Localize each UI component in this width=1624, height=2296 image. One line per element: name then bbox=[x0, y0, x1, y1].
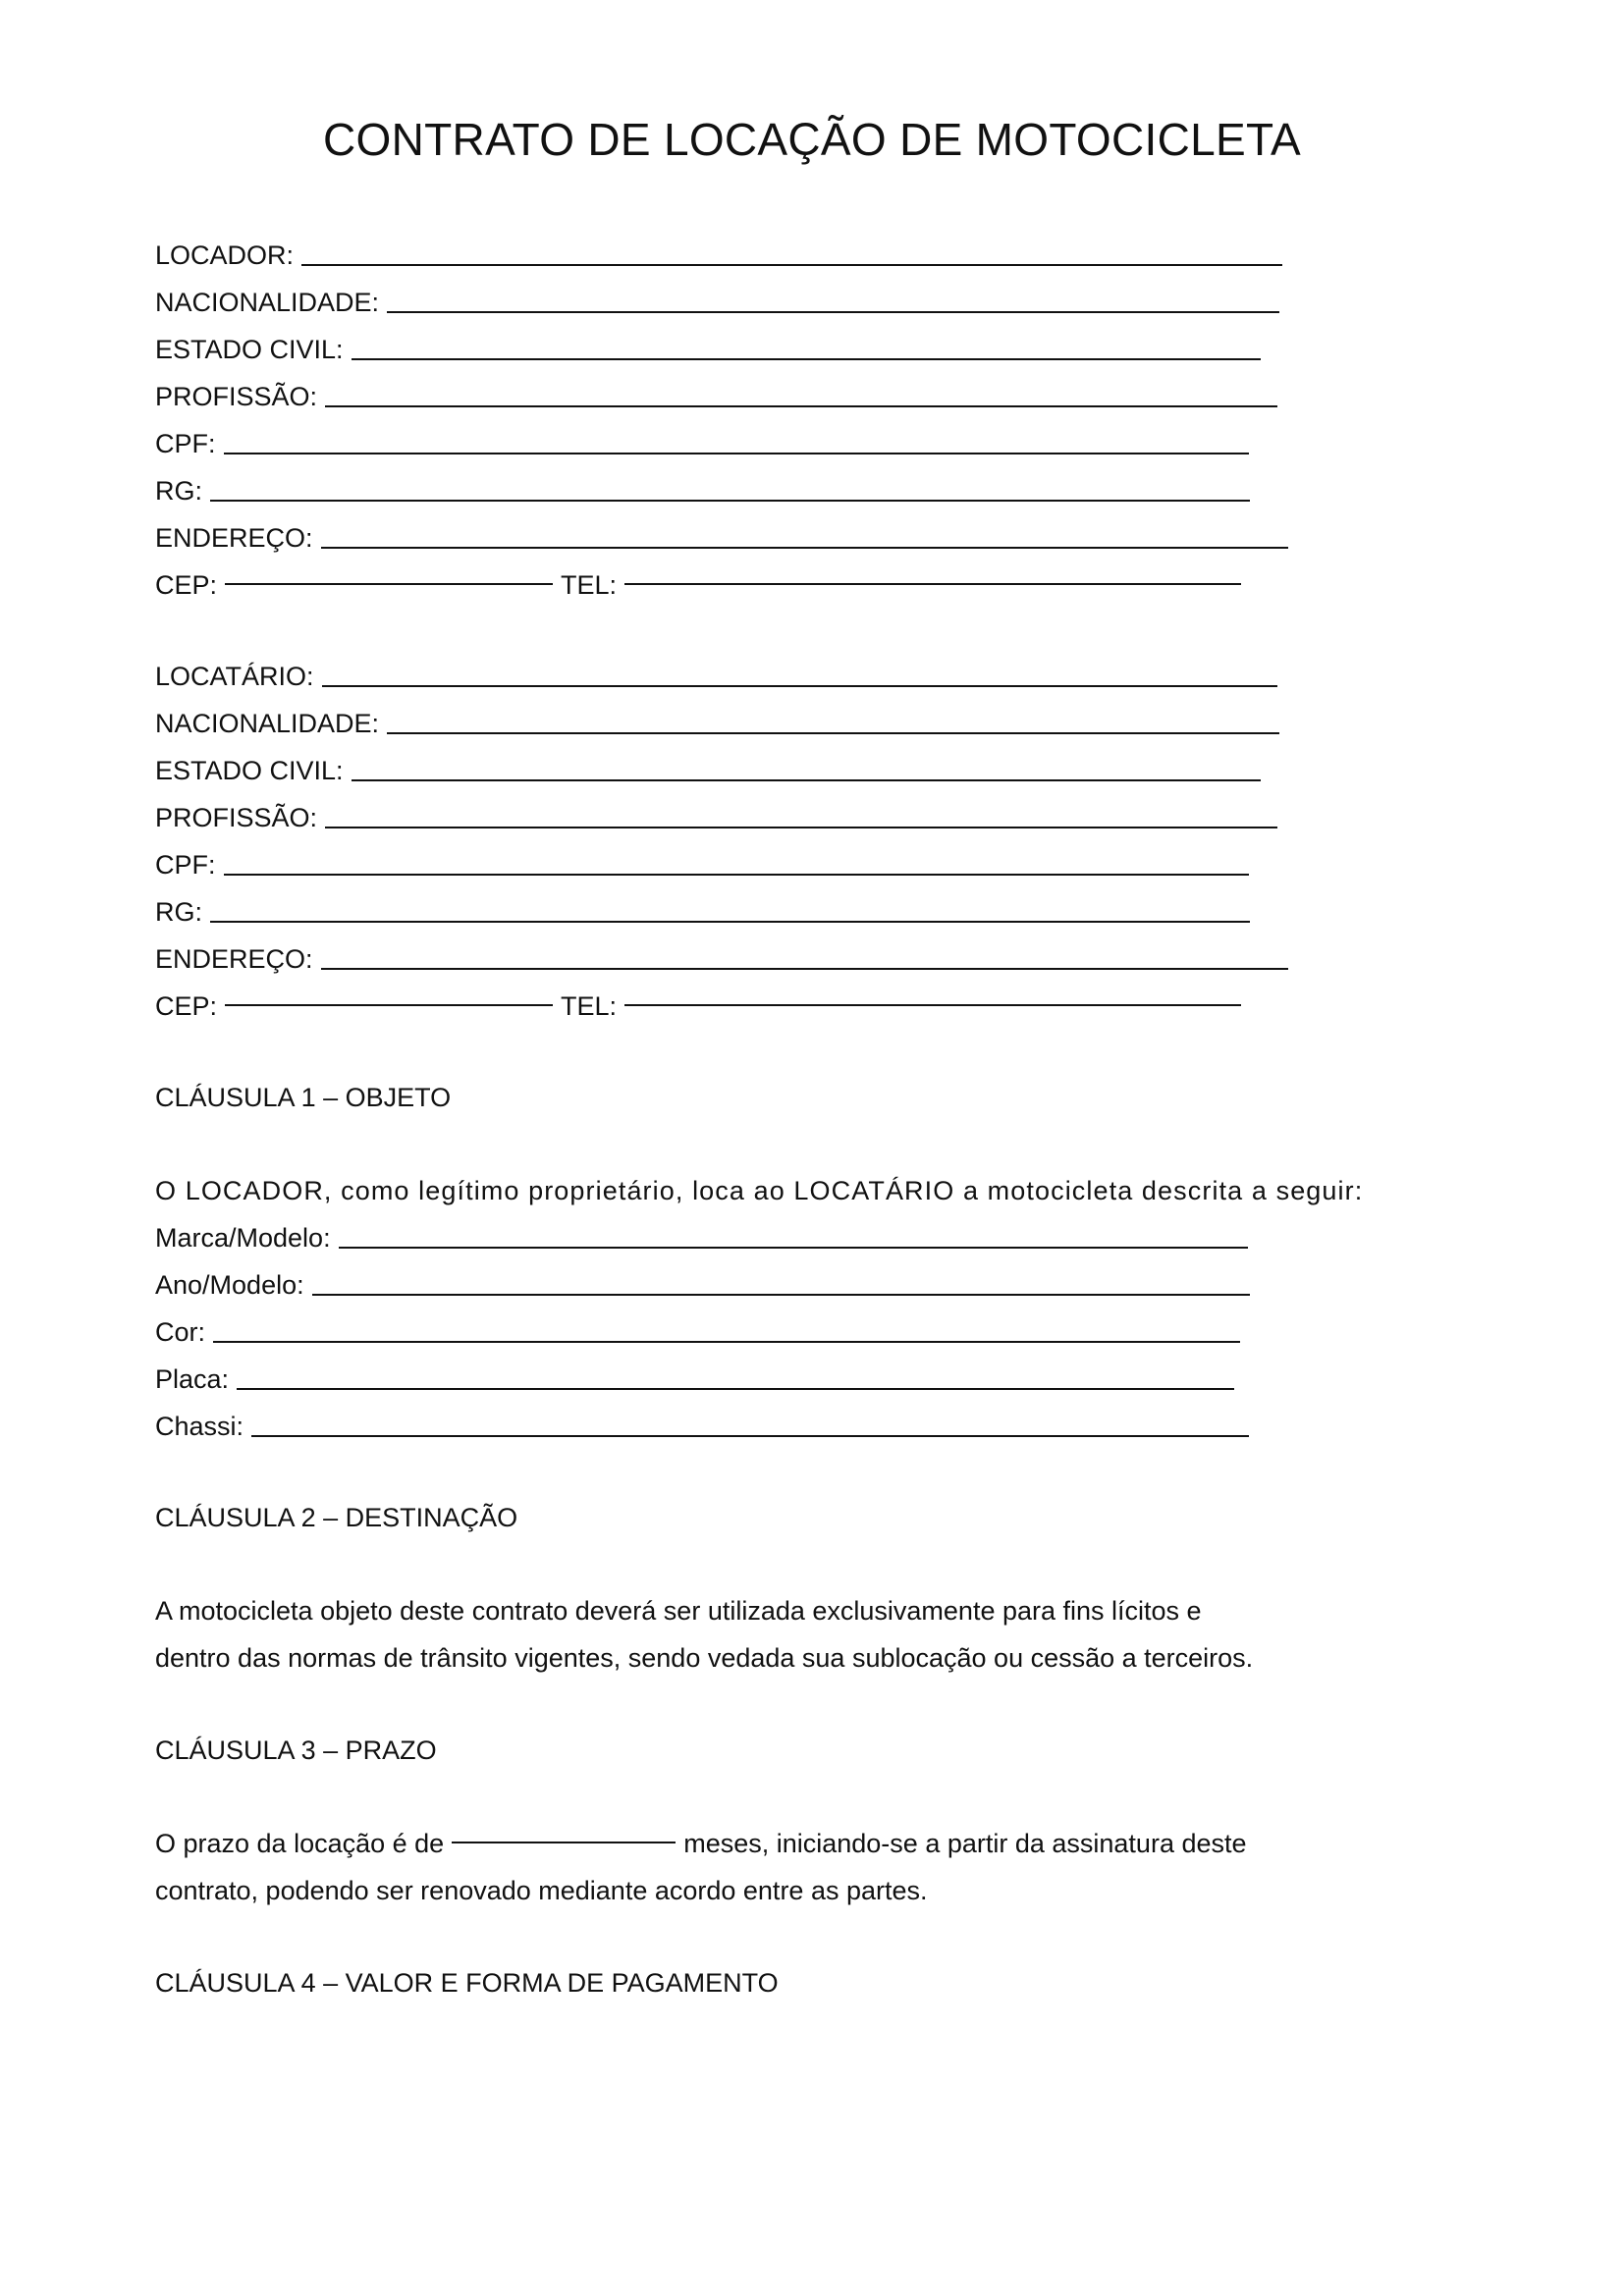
fill-in-blank bbox=[210, 500, 1250, 502]
locatario-cpf-field bbox=[155, 845, 1249, 884]
prazo-text-after: meses, iniciando-se a partir da assinatura deste bbox=[683, 1829, 1247, 1858]
field-label: Marca/Modelo: bbox=[155, 1223, 331, 1253]
field-label: ESTADO CIVIL: bbox=[155, 756, 344, 785]
chassi-field bbox=[155, 1407, 1249, 1446]
document-title: CONTRATO DE LOCAÇÃO DE MOTOCICLETA bbox=[323, 114, 1301, 165]
fill-in-blank bbox=[224, 874, 1249, 876]
field-label: PROFISSÃO: bbox=[155, 803, 318, 832]
field-label: ENDEREÇO: bbox=[155, 523, 313, 553]
field-label: CPF: bbox=[155, 850, 216, 880]
locatario-name-field bbox=[155, 657, 1277, 696]
locador-marital-status-field bbox=[155, 330, 1261, 369]
fill-in-blank bbox=[251, 1435, 1249, 1437]
fill-in-blank bbox=[237, 1388, 1234, 1390]
clausula-2-heading: CLÁUSULA 2 – DESTINAÇÃO bbox=[155, 1503, 518, 1532]
clausula-2-text-line-1: A motocicleta objeto deste contrato deverá ser utilizada exclusivamente para fins lícitos e bbox=[155, 1596, 1202, 1626]
clausula-4-heading: CLÁUSULA 4 – VALOR E FORMA DE PAGAMENTO bbox=[155, 1968, 779, 1998]
field-label: Chassi: bbox=[155, 1412, 244, 1441]
clausula-3-text-line-1 bbox=[155, 1824, 1247, 1863]
fill-in-blank bbox=[312, 1294, 1250, 1296]
fill-in-blank bbox=[352, 779, 1261, 781]
fill-in-blank bbox=[387, 732, 1279, 734]
cep-label: CEP: bbox=[155, 570, 218, 600]
field-label: Ano/Modelo: bbox=[155, 1270, 304, 1300]
fill-in-blank bbox=[301, 264, 1282, 266]
fill-in-blank bbox=[224, 453, 1249, 454]
cor-field bbox=[155, 1312, 1240, 1352]
clausula-3-text-line-2: contrato, podendo ser renovado mediante acordo entre as partes. bbox=[155, 1876, 928, 1905]
locatario-address-field bbox=[155, 939, 1288, 979]
clausula-3-heading: CLÁUSULA 3 – PRAZO bbox=[155, 1735, 437, 1765]
locador-cpf-field bbox=[155, 424, 1249, 463]
locador-nationality-field bbox=[155, 283, 1279, 322]
ano-modelo-field bbox=[155, 1265, 1250, 1305]
locatario-rg-field bbox=[155, 892, 1250, 932]
fill-in-blank bbox=[225, 1004, 553, 1006]
clausula-2-text-line-2: dentro das normas de trânsito vigentes, sendo vedada sua sublocação ou cessão a terceiros. bbox=[155, 1643, 1254, 1673]
field-label: NACIONALIDADE: bbox=[155, 288, 380, 317]
field-label: LOCADOR: bbox=[155, 240, 295, 270]
locatario-marital-status-field bbox=[155, 751, 1261, 790]
field-label: Cor: bbox=[155, 1317, 206, 1347]
locador-name-field bbox=[155, 236, 1282, 275]
fill-in-blank bbox=[624, 1004, 1241, 1006]
field-label: CPF: bbox=[155, 429, 216, 458]
field-label: ENDEREÇO: bbox=[155, 944, 313, 974]
tel-label: TEL: bbox=[561, 570, 618, 600]
tel-label: TEL: bbox=[561, 991, 618, 1021]
fill-in-blank bbox=[322, 685, 1277, 687]
cep-label: CEP: bbox=[155, 991, 218, 1021]
field-label: Placa: bbox=[155, 1364, 230, 1394]
fill-in-blank bbox=[387, 311, 1279, 313]
field-label: RG: bbox=[155, 476, 203, 506]
placa-field bbox=[155, 1360, 1234, 1399]
locador-address-field bbox=[155, 518, 1288, 558]
fill-in-blank bbox=[624, 583, 1241, 585]
fill-in-blank bbox=[325, 827, 1277, 828]
fill-in-blank bbox=[213, 1341, 1240, 1343]
clausula-1-intro: O LOCADOR, como legítimo proprietário, loca ao LOCATÁRIO a motocicleta descrita a seguir: bbox=[155, 1176, 1364, 1205]
locatario-nationality-field bbox=[155, 704, 1279, 743]
marca-modelo-field bbox=[155, 1218, 1248, 1257]
fill-in-blank bbox=[321, 547, 1288, 549]
fill-in-blank bbox=[321, 968, 1288, 970]
locatario-profession-field bbox=[155, 798, 1277, 837]
fill-in-blank bbox=[225, 583, 553, 585]
locatario-cep-tel-row bbox=[155, 987, 1265, 1026]
field-label: ESTADO CIVIL: bbox=[155, 335, 344, 364]
field-label: NACIONALIDADE: bbox=[155, 709, 380, 738]
locador-rg-field bbox=[155, 471, 1250, 510]
field-label: PROFISSÃO: bbox=[155, 382, 318, 411]
clausula-1-heading: CLÁUSULA 1 – OBJETO bbox=[155, 1083, 452, 1112]
field-label: RG: bbox=[155, 897, 203, 927]
fill-in-blank bbox=[325, 405, 1277, 407]
fill-in-blank bbox=[339, 1247, 1248, 1249]
fill-in-blank bbox=[352, 358, 1261, 360]
locador-profession-field bbox=[155, 377, 1277, 416]
fill-in-blank bbox=[210, 921, 1250, 923]
field-label: LOCATÁRIO: bbox=[155, 662, 314, 691]
prazo-text-before: O prazo da locação é de bbox=[155, 1829, 445, 1858]
locador-cep-tel-row bbox=[155, 565, 1265, 605]
fill-in-blank bbox=[452, 1842, 676, 1843]
